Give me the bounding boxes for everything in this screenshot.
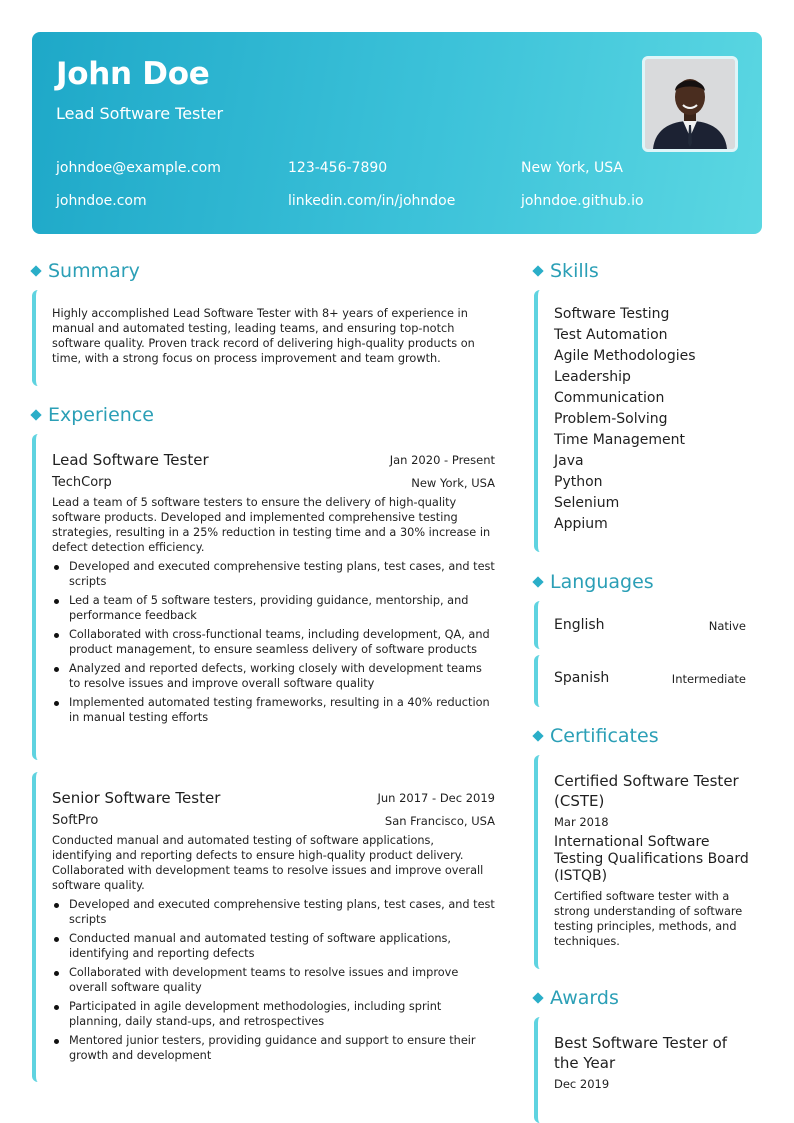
job-location: New York, USA bbox=[411, 476, 495, 490]
skill-item: Time Management bbox=[554, 432, 685, 448]
diamond-icon bbox=[30, 409, 41, 420]
skill-item: Python bbox=[554, 474, 603, 490]
award-date: Dec 2019 bbox=[554, 1077, 610, 1091]
job-company: SoftPro bbox=[52, 813, 99, 828]
job-bullet: Mentored junior testers, providing guidance and support to ensure their growth and development bbox=[52, 1033, 496, 1063]
job-bullet: Implemented automated testing frameworks, resulting in a 40% reduction in manual testing efforts bbox=[52, 695, 496, 725]
certificate-date: Mar 2018 bbox=[554, 815, 609, 829]
skill-item: Problem-Solving bbox=[554, 411, 668, 427]
skill-item: Appium bbox=[554, 516, 608, 532]
language-name: English bbox=[554, 617, 605, 633]
experience-heading: Experience bbox=[32, 404, 154, 426]
job-bullet: Participated in agile development methodologies, including sprint planning, daily stand-ups, and retrospectives bbox=[52, 999, 496, 1029]
award-name: Best Software Tester of the Year bbox=[554, 1034, 728, 1072]
skill-item: Java bbox=[554, 453, 584, 469]
job-dates: Jun 2017 - Dec 2019 bbox=[377, 791, 495, 805]
candidate-title: Lead Software Tester bbox=[56, 104, 224, 123]
candidate-name: John Doe bbox=[56, 56, 210, 92]
awards-heading: Awards bbox=[534, 987, 619, 1009]
certificates-accent-bar bbox=[534, 755, 542, 969]
language-accent-bar bbox=[534, 655, 542, 707]
job-bullet-list bbox=[52, 559, 496, 729]
diamond-icon bbox=[30, 265, 41, 276]
job-bullet: Developed and executed comprehensive testing plans, test cases, and test scripts bbox=[52, 559, 496, 589]
resume-header bbox=[32, 32, 762, 234]
job-bullet: Collaborated with development teams to resolve issues and improve overall software quality bbox=[52, 965, 496, 995]
job-accent-bar bbox=[32, 772, 40, 1082]
certificate-name: International Software Testing Qualifications Board (ISTQB) bbox=[554, 834, 749, 884]
summary-text: Highly accomplished Lead Software Tester with 8+ years of experience in manual and automated testing, leading teams, and ensuring top-notch software quality. Proven track record of delivering high-quality products on time, with a strong focus on process improvement and team growth. bbox=[52, 307, 475, 365]
certificate-name: Certified Software Tester (CSTE) bbox=[554, 772, 739, 810]
github-link[interactable]: johndoe.github.io bbox=[521, 193, 644, 209]
job-bullet: Conducted manual and automated testing of software applications, identifying and reporting defects bbox=[52, 931, 496, 961]
job-bullet: Led a team of 5 software testers, providing guidance, mentorship, and performance feedback bbox=[52, 593, 496, 623]
skill-item: Software Testing bbox=[554, 306, 670, 322]
awards-accent-bar bbox=[534, 1017, 542, 1123]
certificate-description: Certified software tester with a strong understanding of software testing principles, methods, and techniques. bbox=[554, 890, 743, 948]
location-text: New York, USA bbox=[521, 160, 623, 176]
job-title: Senior Software Tester bbox=[52, 789, 221, 807]
skill-item: Selenium bbox=[554, 495, 620, 511]
job-accent-bar bbox=[32, 434, 40, 760]
skill-item: Agile Methodologies bbox=[554, 348, 696, 364]
job-description: Lead a team of 5 software testers to ensure the delivery of high-quality software products. Developed and implemented comprehensive testing strategies, resulting in a 25% reduction in testing time and a 30% increase in defect detection efficiency. bbox=[52, 496, 491, 554]
job-bullet-list bbox=[52, 897, 496, 1067]
diamond-icon bbox=[532, 992, 543, 1003]
skills-heading: Skills bbox=[534, 260, 599, 282]
languages-heading: Languages bbox=[534, 571, 654, 593]
skill-item: Test Automation bbox=[554, 327, 668, 343]
job-company: TechCorp bbox=[52, 475, 112, 490]
language-accent-bar bbox=[534, 601, 542, 649]
certificates-heading: Certificates bbox=[534, 725, 659, 747]
website-link[interactable]: johndoe.com bbox=[56, 193, 147, 209]
skill-item: Communication bbox=[554, 390, 665, 406]
language-level: Native bbox=[708, 619, 746, 633]
linkedin-link[interactable]: linkedin.com/in/johndoe bbox=[288, 193, 456, 209]
language-name: Spanish bbox=[554, 670, 610, 686]
skills-list bbox=[554, 304, 696, 535]
job-bullet: Collaborated with cross-functional teams, including development, QA, and product management, to ensure seamless delivery of software products bbox=[52, 627, 496, 657]
email-link[interactable]: johndoe@example.com bbox=[56, 160, 221, 176]
diamond-icon bbox=[532, 576, 543, 587]
job-description: Conducted manual and automated testing of software applications, identifying and reporting defects to ensure high-quality product delivery. Collaborated with development teams to resolve issues and improve overall software quality. bbox=[52, 834, 484, 892]
diamond-icon bbox=[532, 730, 543, 741]
job-bullet: Analyzed and reported defects, working closely with development teams to resolve issues and improve overall software quality bbox=[52, 661, 496, 691]
summary-accent-bar bbox=[32, 290, 40, 386]
job-location: San Francisco, USA bbox=[384, 814, 495, 828]
skill-item: Leadership bbox=[554, 369, 631, 385]
phone-number: 123-456-7890 bbox=[288, 160, 388, 176]
diamond-icon bbox=[532, 265, 543, 276]
job-bullet: Developed and executed comprehensive testing plans, test cases, and test scripts bbox=[52, 897, 496, 927]
job-dates: Jan 2020 - Present bbox=[389, 453, 495, 467]
profile-photo bbox=[642, 56, 738, 152]
language-level: Intermediate bbox=[671, 672, 746, 686]
skills-accent-bar bbox=[534, 290, 542, 552]
job-title: Lead Software Tester bbox=[52, 451, 209, 469]
summary-heading: Summary bbox=[32, 260, 140, 282]
